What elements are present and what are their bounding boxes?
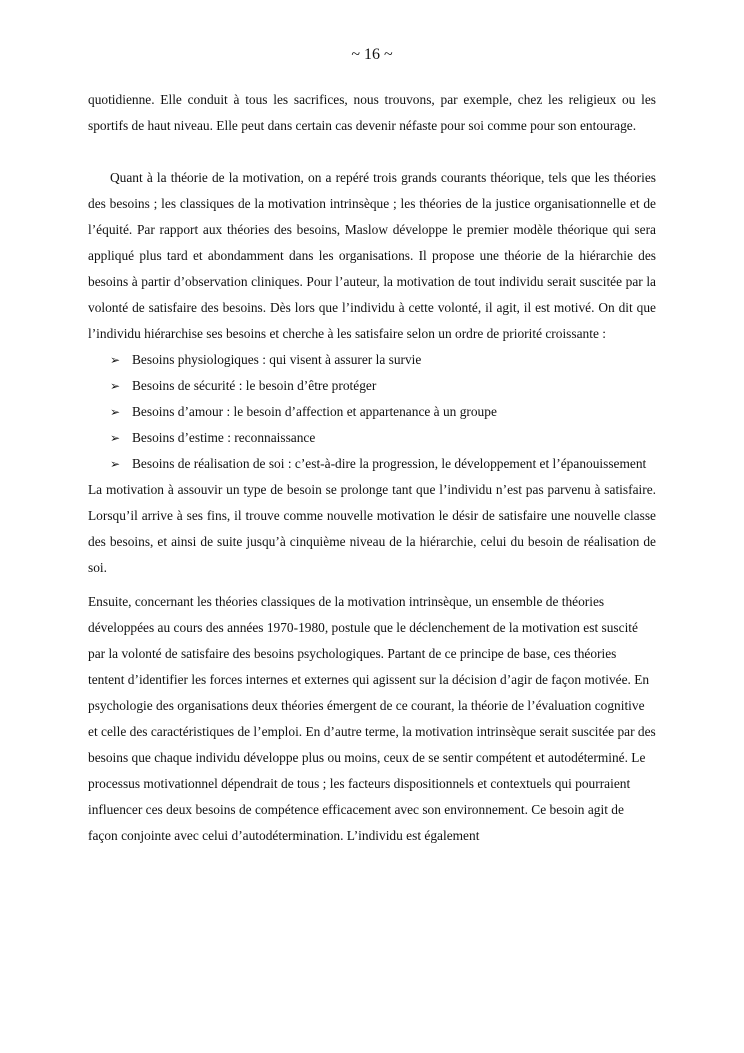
arrow-bullet-icon: ➢ xyxy=(110,457,121,471)
arrow-bullet-icon: ➢ xyxy=(110,405,121,419)
arrow-bullet-icon: ➢ xyxy=(110,353,121,367)
list-item xyxy=(110,425,656,451)
list-item xyxy=(110,373,656,399)
list-item xyxy=(110,451,656,477)
list-item-text: Besoins physiologiques : qui visent à assurer la survie xyxy=(132,352,422,367)
paragraph-intrinsic-motivation: Ensuite, concernant les théories classiques de la motivation intrinsèque, un ensemble de théories développées au cours des années 1970-1980, postule que le déclenchement de la motivation est suscité par la volonté de satisfaire des besoins psychologiques. Partant de ce principe de base, ces théories tentent d’identifier les forces internes et externes qui agissent sur la décision d’agir de façon motivée. En psychologie des organisations deux théories émergent de ce courant, la théorie de l’évaluation cognitive et celle des caractéristiques de l’emploi. En d’autre terme, la motivation intrinsèque serait suscitée par des besoins que chaque individu développe plus ou moins, ceux de se sentir compétent et autodéterminé. Le processus motivationnel dépendrait de tous ; les facteurs dispositionnels et contextuels qui pourraient influencer ces deux besoins de compétence efficacement avec son environnement. Ce besoin agit de façon conjointe avec celui d’autodétermination. L’individu est également xyxy=(88,594,656,843)
list-item-text: Besoins de sécurité : le besoin d’être protéger xyxy=(132,378,377,393)
paragraph-motivation-theory: Quant à la théorie de la motivation, on a repéré trois grands courants théorique, tels que les théories des besoins ; les classiques de la motivation intrinsèque ; les théories de la justice organisationnelle et de l’équité. Par rapport aux théories des besoins, Maslow développe le premier modèle théorique qui sera appliqué plus tard et abondamment dans les organisations. Il propose une théorie de la hiérarchie des besoins à partir d’observation cliniques. Pour l’auteur, la motivation de tout individu serait suscitée par la volonté de satisfaire des besoins. Dès lors que l’individu à cette volonté, il agit, il est motivé. On dit que l’individu hiérarchise ses besoins et cherche à les satisfaire selon un ordre de priorité croissante : xyxy=(88,170,656,341)
paragraph-motivation-progression: La motivation à assouvir un type de besoin se prolonge tant que l’individu n’est pas parvenu à satisfaire. Lorsqu’il arrive à ses fins, il trouve comme nouvelle motivation le désir de satisfaire une nouvelle classe des besoins, et ainsi de suite jusqu’à cinquième niveau de la hiérarchie, celui du besoin de réalisation de soi. xyxy=(88,482,656,575)
arrow-bullet-icon: ➢ xyxy=(110,431,121,445)
list-item-text: Besoins de réalisation de soi : c’est-à-dire la progression, le développement et l’épanouissement xyxy=(132,456,647,471)
list-item xyxy=(110,347,656,373)
paragraph-intro-continuation: quotidienne. Elle conduit à tous les sacrifices, nous trouvons, par exemple, chez les religieux ou les sportifs de haut niveau. Elle peut dans certain cas devenir néfaste pour soi comme pour son entourage. xyxy=(88,92,656,133)
page-number: ~ 16 ~ xyxy=(351,46,393,63)
needs-hierarchy-list xyxy=(88,347,656,477)
list-item-text: Besoins d’estime : reconnaissance xyxy=(132,430,316,445)
page-content xyxy=(88,87,656,849)
list-item xyxy=(110,399,656,425)
list-item-text: Besoins d’amour : le besoin d’affection et appartenance à un groupe xyxy=(132,404,497,419)
arrow-bullet-icon: ➢ xyxy=(110,379,121,393)
